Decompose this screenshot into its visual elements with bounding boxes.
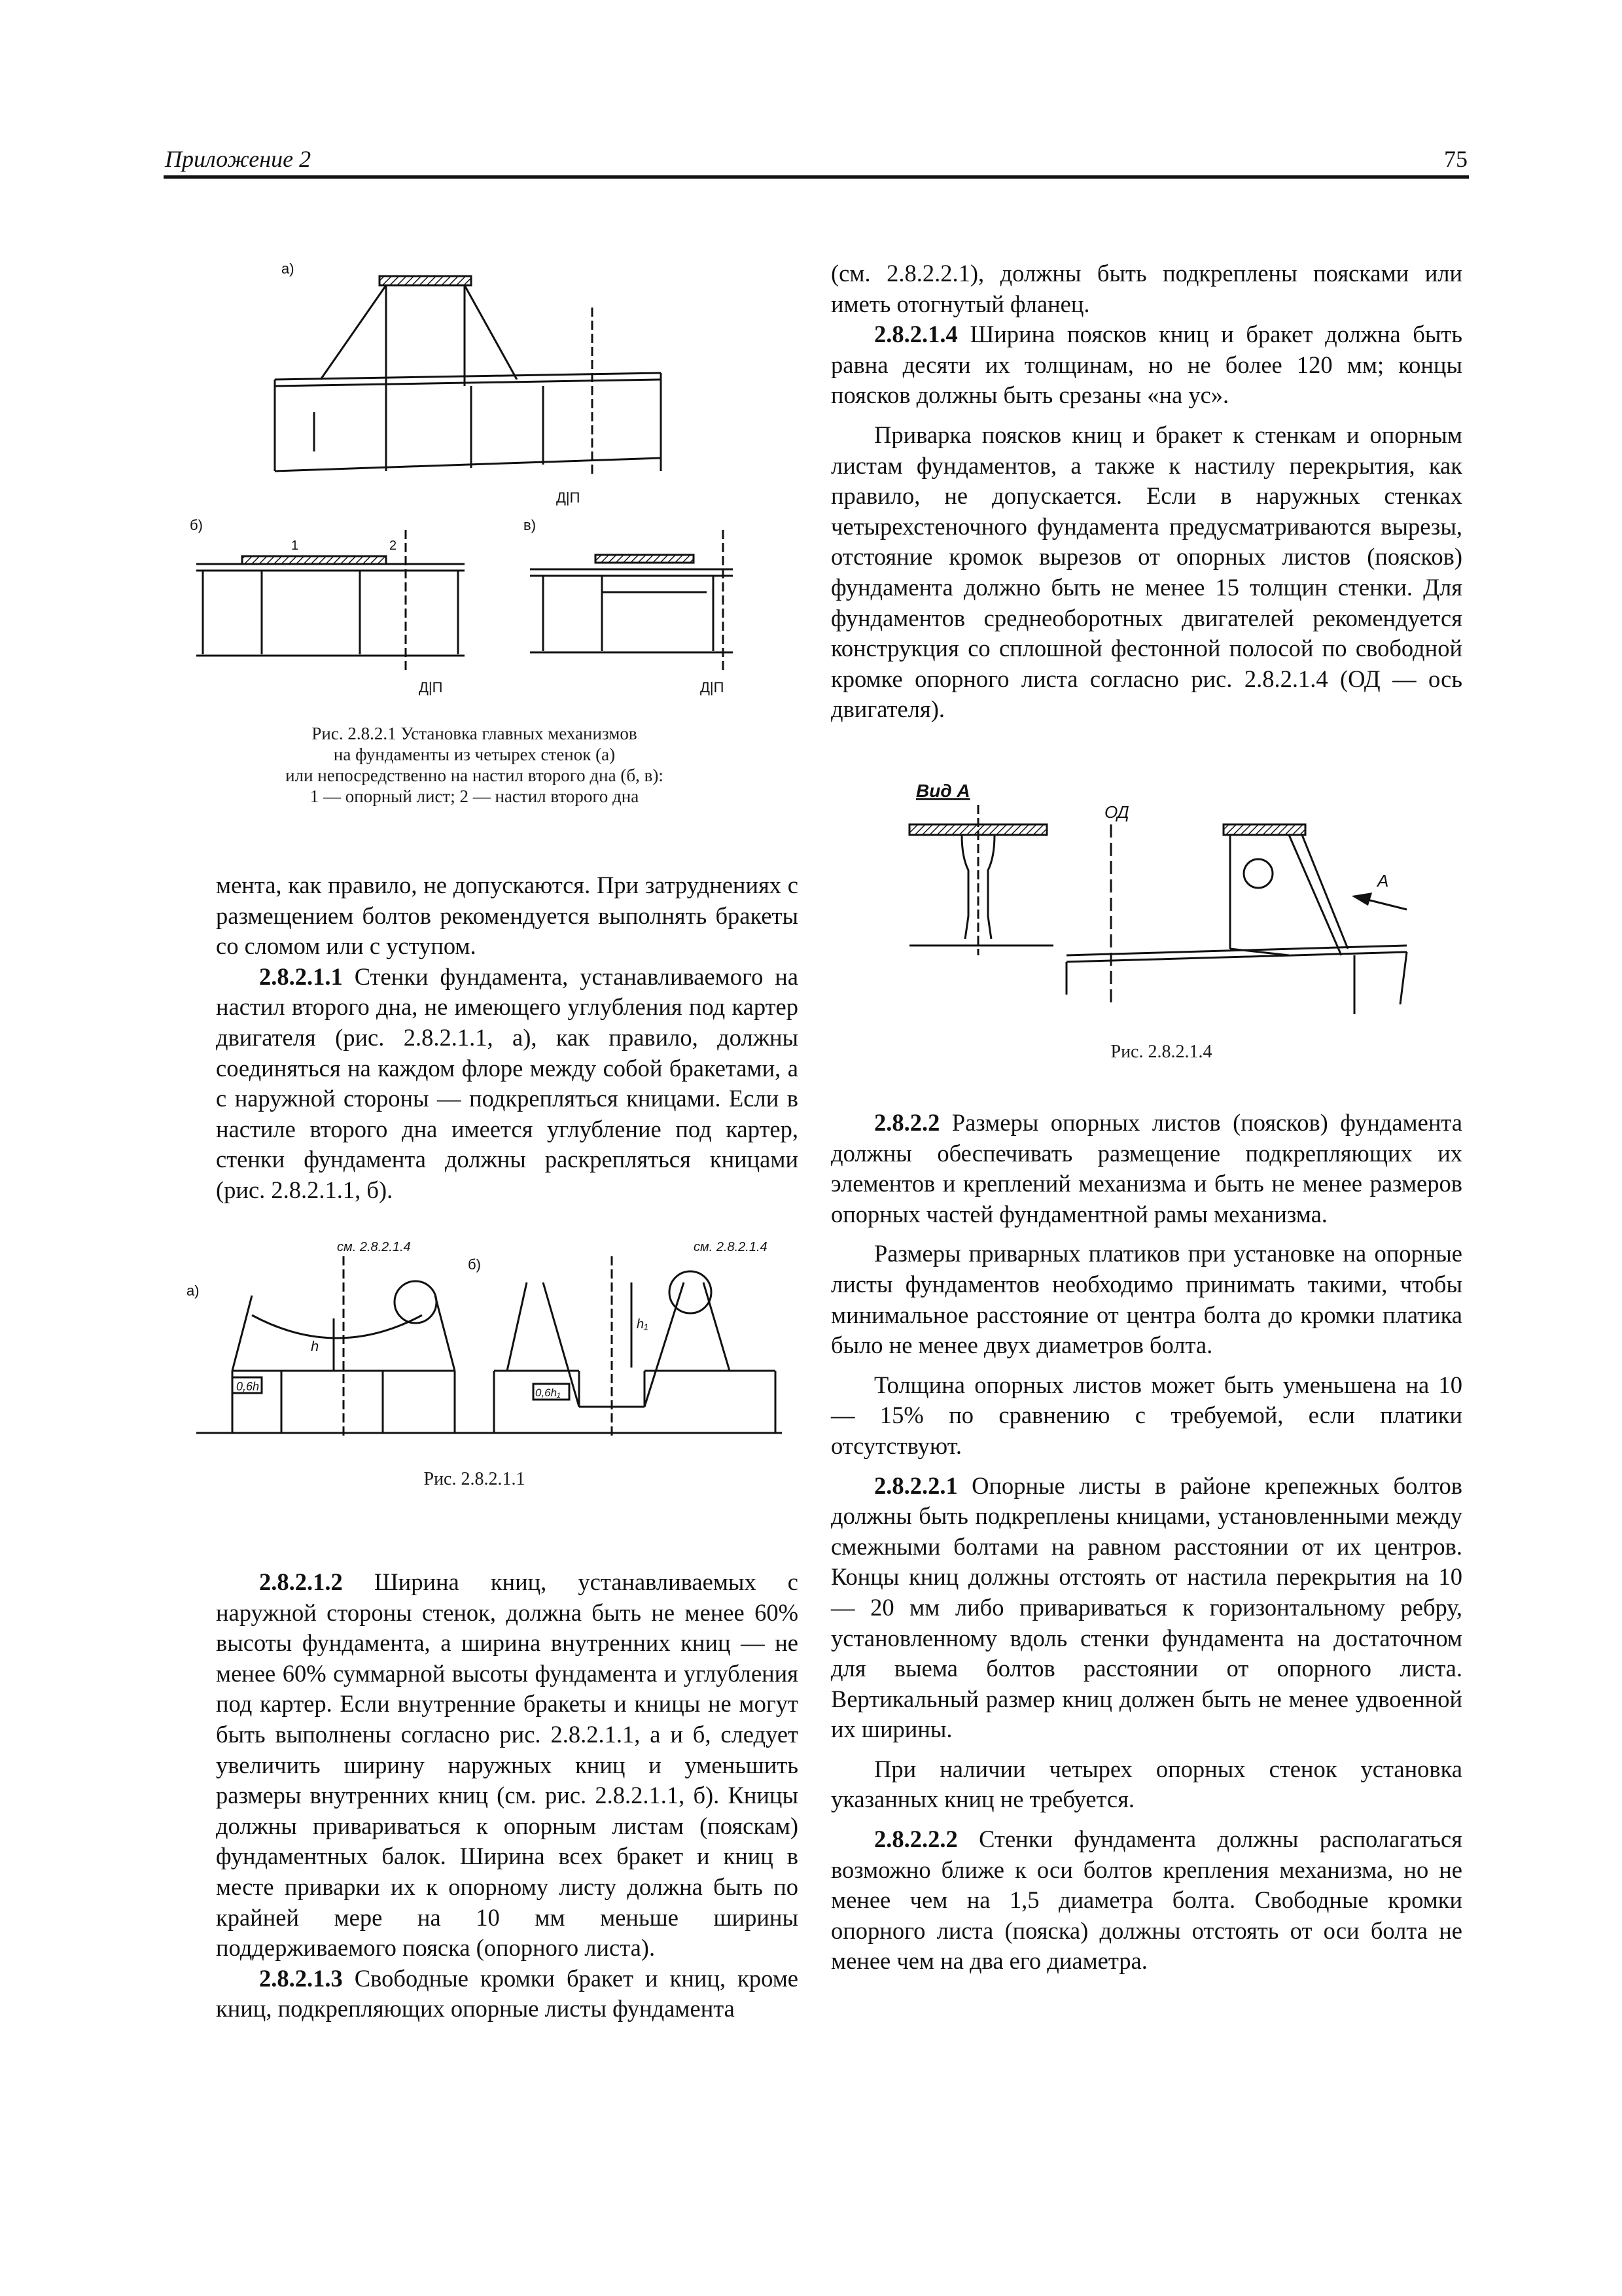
fig2-label-h: h [311,1338,319,1354]
figure-2-8-2-1-caption [216,723,733,807]
fig2-label-w2: 0,6h₁ [535,1386,561,1399]
fig1-label-dp-a: Д|П [556,489,580,506]
fig3-label-arrow: А [1377,871,1389,891]
fig1-caption-line-2: на фундаменты из четырех стенок (а) [333,745,616,764]
figure-2-8-2-1-1-caption: Рис. 2.8.2.1.1 [423,1469,525,1489]
para-number: 2.8.2.2.1 [874,1472,958,1499]
fig3-label-view: Вид А [916,781,970,801]
fig2-label-b: б) [468,1256,481,1273]
para-text: Размеры опорных листов (поясков) фундамента должны обеспечивать размещение подкрепляющих их элементов и креплений механизма и быть не менее размеров опорных частей фундаментной рамы механизма. [831,1109,1462,1227]
page-number: 75 [1444,146,1468,172]
para-text: Свободные кромки бракет и книц, кроме книц, подкрепляющих опорные листы фундамента [216,1964,798,2022]
fig2-label-a: а) [186,1282,200,1299]
para-four-walls: При наличии четырех опорных стенок установка указанных книц не требуется. [831,1755,1462,1813]
para-number: 2.8.2.1.1 [259,963,343,990]
para-continuation: мента, как правило, не допускаются. При затруднениях с размещением болтов рекомендуется выполнять бракеты со сломом или с уступом. [216,872,798,960]
para-2-8-2-2 [831,1108,1462,1229]
left-column-upper [216,870,798,1206]
para-welding: Приварка поясков книц и бракет к стенкам и опорным листам фундаментов, а также к настилу перекрытия, как правило, не допускается. Если в наружных стенках четырехстеночного фундамента предусматриваются вырезы, отстояние кромок вырезов от опорных листов (поясков) фундамента должно быть не менее 15 толщин стенки. Для фундаментов среднеоборотных двигателей рекомендуется конструкция со сплошной фестонной полосой по свободной кромке опорного листа согласно рис. 2.8.2.1.4 (ОД — ось двигателя). [831,421,1462,723]
para-number: 2.8.2.1.4 [874,321,958,348]
fig2-see-1: см. 2.8.2.1.4 [337,1240,411,1254]
para-2-8-2-1-3 [216,1964,798,2024]
para-number: 2.8.2.1.3 [259,1964,343,1992]
fig1-caption-line-4: 1 — опорный лист; 2 — настил второго дна [309,786,639,806]
header-section: Приложение 2 [165,146,311,172]
para-2-8-2-1-2 [216,1567,798,1964]
fig1-label-b: б) [190,517,203,533]
fig3-label-axis: ОД [1104,802,1129,822]
header-rule [164,175,1469,179]
fig2-see-2: см. 2.8.2.1.4 [694,1240,767,1254]
figure-2-8-2-1-1 [186,1237,788,1446]
figure-2-8-2-1 [190,255,733,713]
figure-2-8-2-1-4 [896,779,1420,1021]
para-pads: Размеры приварных платиков при установке на опорные листы фундаментов необходимо принимать такими, чтобы минимальное расстояние от центра болта до кромки платика было не менее двух диаметров болта. [831,1240,1462,1359]
fig1-caption-line-1: Рис. 2.8.2.1 Установка главных механизмов [311,724,637,743]
fig1-label-dp-b: Д|П [419,679,443,696]
para-text: Опорные листы в районе крепежных болтов должны быть подкреплены кницами, установленными между смежными болтами на равном расстоянии от их центров. Концы книц должны отстоять от настила перекрытия на 10 — 20 мм либо привариваться к горизонтальному ребру, установленному вдоль стенки фундамента на достаточном для выема болтов расстоянии от опорного листа. Вертикальный размер книц должен быть не менее удвоенной их ширины. [831,1472,1462,1743]
running-header [164,145,1469,177]
right-column-upper [831,258,1462,725]
para-text: Ширина поясков книц и бракет должна быть равна десяти их толщинам, но не более 120 мм; концы поясков должны быть срезаны «на ус». [831,321,1462,409]
fig1-caption-line-3: или непосредственно на настил второго дна (б, в): [285,766,663,785]
fig2-label-w1: 0,6h [236,1380,260,1393]
para-number: 2.8.2.2 [874,1109,940,1136]
para-text: Ширина книц, устанавливаемых с наружной стороны стенок, должна быть не менее 60% высоты фундамента, а ширина внутренних книц — не менее 60% суммарной высоты фундамента и углубления под картер. Если внутренние бракеты и кницы не могут быть выполнены согласно рис. 2.8.2.1.1, а и б, следует увеличить ширину наружных книц и уменьшить размеры внутренних книц (см. рис. 2.8.2.1.1, б). Кницы должны привариваться к опорным листам (пояскам) фундаментных балок. Ширина всех бракет и книц в месте приварки их к опорному листу должна быть по крайней мере на 10 мм меньше ширины поддерживаемого пояска (опорного листа). [216,1568,798,1962]
para-2-8-2-2-2 [831,1824,1462,1977]
fig1-label-2: 2 [389,539,397,553]
para-2-8-2-1-1 [216,962,798,1206]
para-number: 2.8.2.1.2 [259,1568,343,1595]
right-column-lower [831,1108,1462,1977]
para-continuation-right: (см. 2.8.2.2.1), должны быть подкреплены поясками или иметь отогнутый фланец. [831,260,1462,317]
para-2-8-2-1-4 [831,319,1462,411]
para-2-8-2-2-1 [831,1471,1462,1745]
fig2-label-h1: h₁ [637,1317,648,1332]
figure-2-8-2-1-4-caption: Рис. 2.8.2.1.4 [1110,1042,1212,1062]
left-column-lower [216,1567,798,2024]
para-number: 2.8.2.2.2 [874,1826,958,1853]
fig1-label-1: 1 [291,539,299,553]
fig1-label-a: а) [281,260,294,277]
para-thickness: Толщина опорных листов может быть уменьшена на 10 — 15% по сравнению с требуемой, если платики отсутствуют. [831,1371,1462,1459]
para-text: Стенки фундамента, устанавливаемого на настил второго дна, не имеющего углубления под картер двигателя (рис. 2.8.2.1.1, а), как правило, должны соединяться на каждом флоре между собой бракетами, а с наружной стороны — подкрепляться кницами. Если в настиле второго дна имеется углубление под картер, стенки фундамента должны раскрепляться кницами (рис. 2.8.2.1.1, б). [216,963,798,1203]
para-text: Стенки фундамента должны располагаться возможно ближе к оси болтов крепления механизма, но не менее чем на 1,5 диаметра болта. Свободные кромки опорного листа (пояска) должны отстоять от оси болта не менее чем на два его диаметра. [831,1826,1462,1975]
fig1-label-v: в) [523,517,537,533]
fig1-label-dp-v: Д|П [700,679,724,696]
